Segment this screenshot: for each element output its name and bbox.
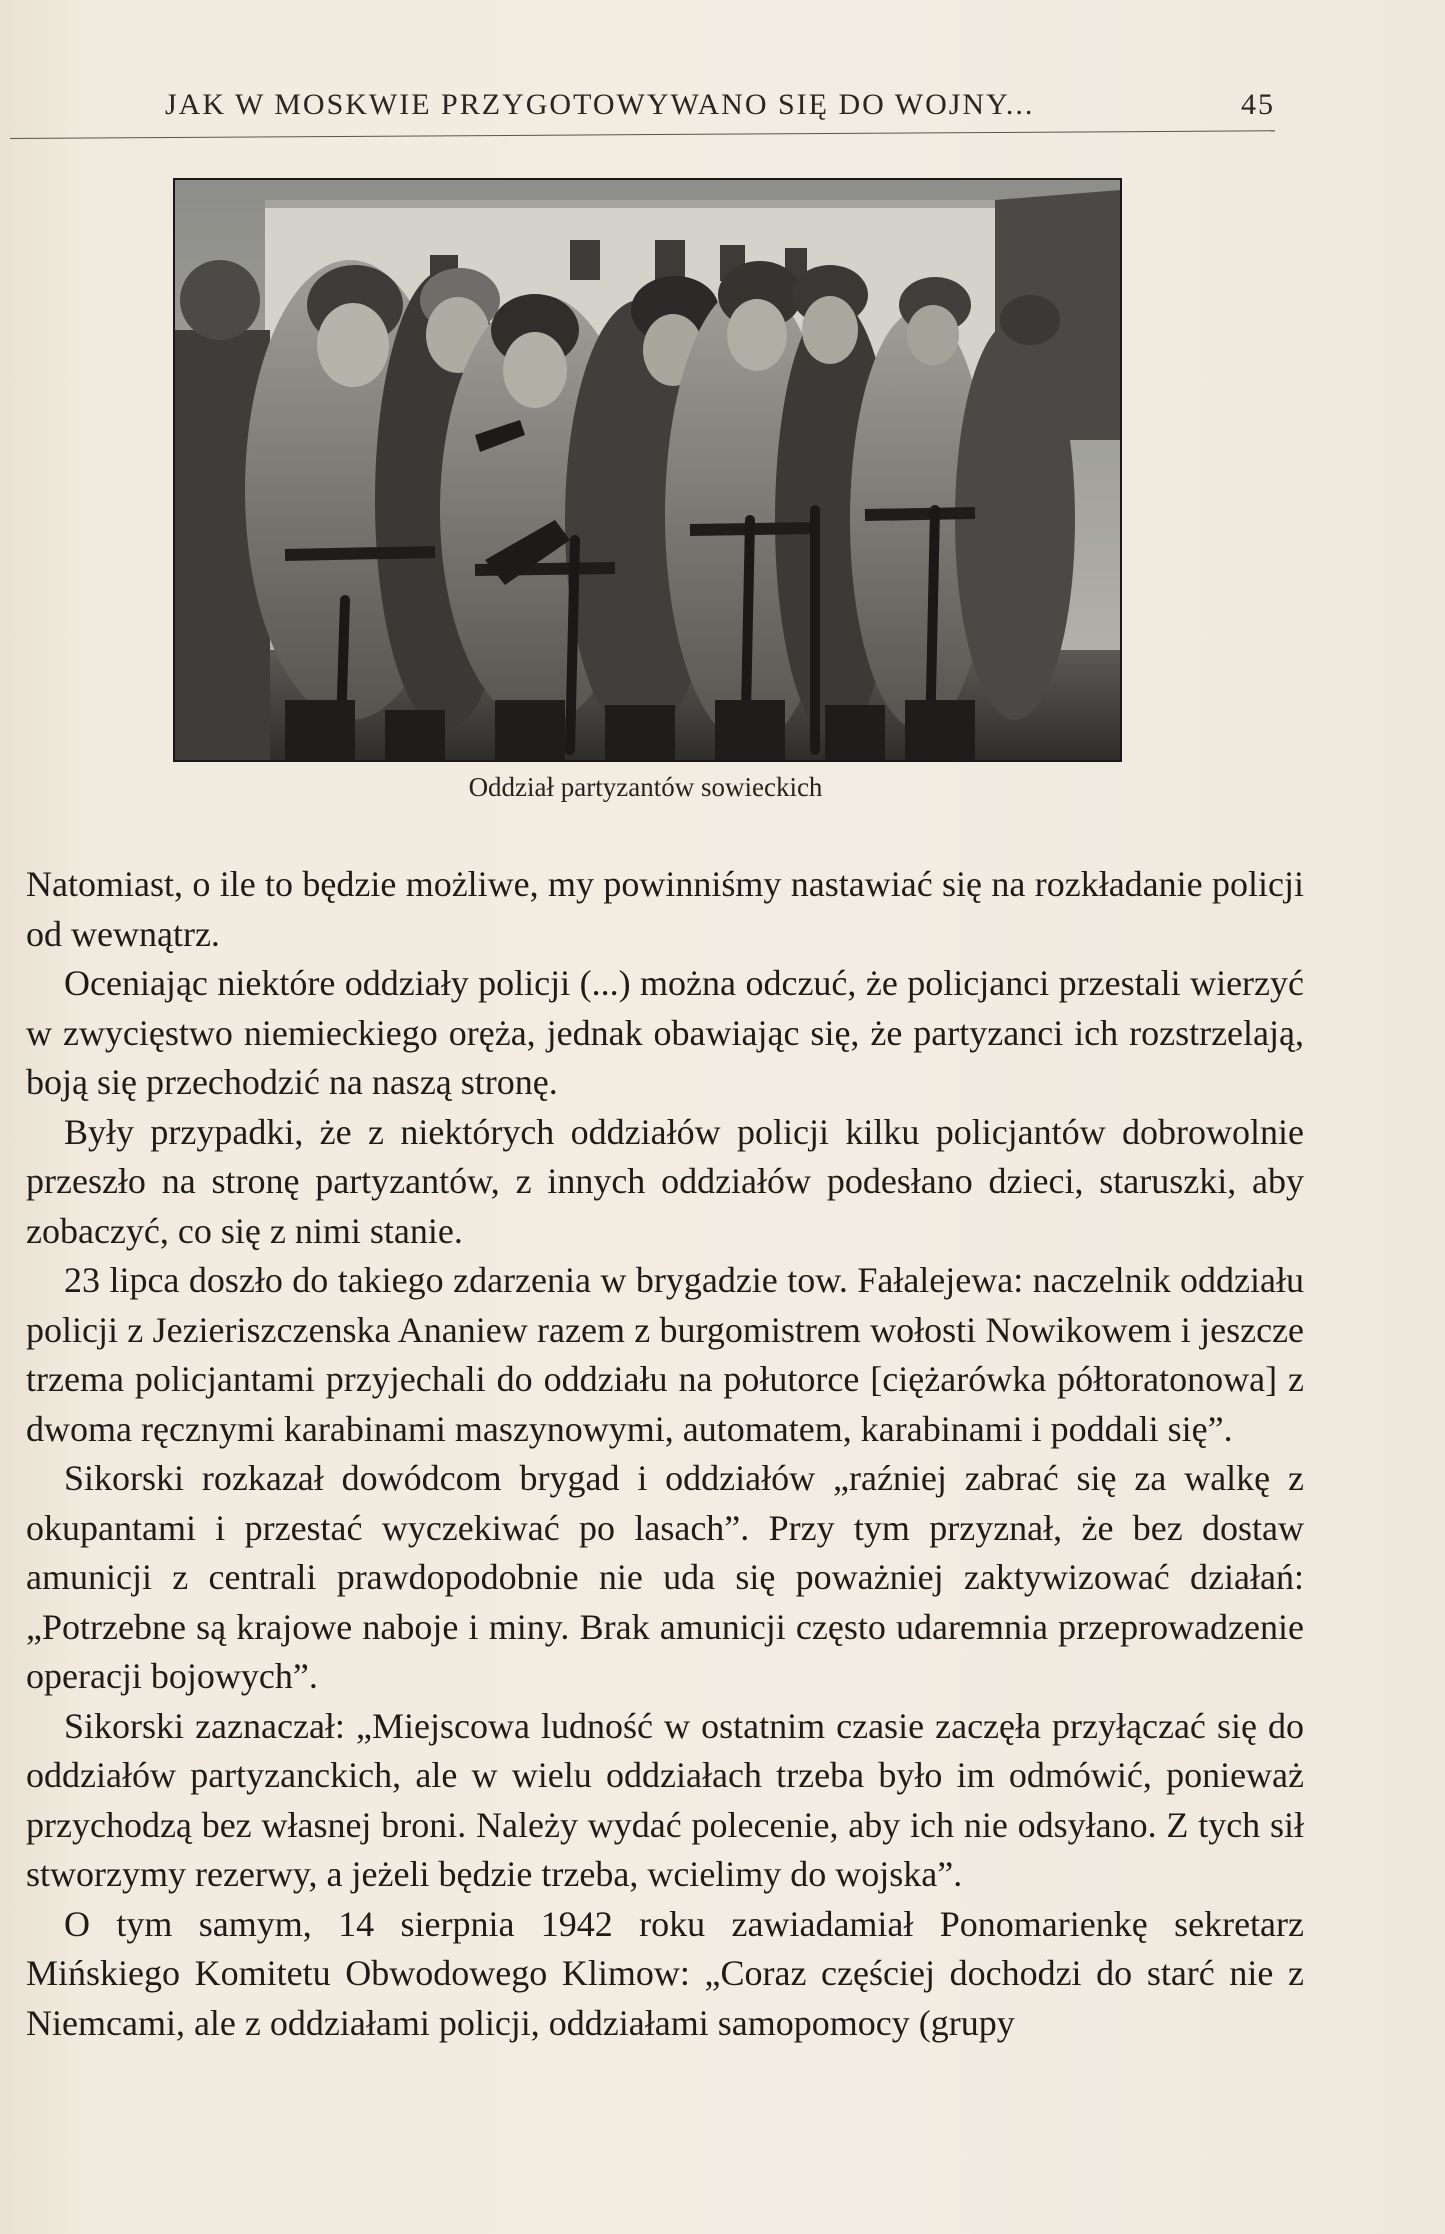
- header-rule: [10, 130, 1275, 139]
- paragraph: Sikorski rozkazał dowódcom brygad i oddziałów „raźniej zabrać się za walkę z okupantami i przestać wyczekiwać po lasach”. Przy tym przyznał, że bez dostaw amunicji z centrali prawdopodobnie nie uda się poważniej zaktywizować działań: „Potrzebne są krajowe naboje i miny. Brak amunicji często udaremnia przeprowadzenie operacji bojowych”.: [26, 1458, 1304, 1696]
- paragraph: Oceniając niektóre oddziały policji (...) można odczuć, że policjanci przestali wierzyć w zwycięstwo niemieckiego oręża, jednak obawiając się, że partyzanci ich rozstrzelają, boją się przechodzić na naszą stronę.: [26, 963, 1304, 1102]
- page-number: 45: [1241, 88, 1275, 121]
- paragraph: Były przypadki, że z niektórych oddziałów policji kilku policjantów dobrowolnie przeszło na stronę partyzantów, z innych oddziałów podesłano dzieci, staruszki, aby zobaczyć, co się z nimi stanie.: [26, 1111, 1304, 1251]
- figure-caption: Oddział partyzantów sowieckich: [468, 772, 823, 802]
- photo-soviet-partisans: [173, 178, 1122, 762]
- body-text: [26, 860, 1304, 2048]
- running-head-title: JAK W MOSKWIE PRZYGOTOWYWANO SIĘ DO WOJNY...: [165, 88, 1035, 121]
- paragraph: 23 lipca doszło do takiego zdarzenia w brygadzie tow. Fałalejewa: naczelnik oddziału policji z Jezieriszczenska Ananiew razem z burgomistrem wołosti Nowikowem i jeszcze trzema policjantami przyjechali do oddziału na połutorce [ciężarówka półtoratonowa] z dwoma ręcznymi karabinami maszynowymi, automatem, karabinami i poddali się”.: [26, 1260, 1304, 1449]
- running-head: [165, 88, 1275, 122]
- paragraph: Natomiast, o ile to będzie możliwe, my powinniśmy nastawiać się na rozkładanie policji od wewnątrz.: [26, 864, 1304, 954]
- paragraph: Sikorski zaznaczał: „Miejscowa ludność w ostatnim czasie zaczęła przyłączać się do oddziałów partyzanckich, ale w wielu oddziałach trzeba było im odmówić, ponieważ przychodzą bez własnej broni. Należy wydać polecenie, aby ich nie odsyłano. Z tych sił stworzymy rezerwy, a jeżeli będzie trzeba, wcielimy do wojska”.: [26, 1705, 1304, 1894]
- paragraph: O tym samym, 14 sierpnia 1942 roku zawiadamiał Ponomarienkę sekretarz Mińskiego Komitetu Obwodowego Klimow: „Coraz częściej dochodzi do starć nie z Niemcami, ale z oddziałami policji, oddziałami samopomocy (grupy: [26, 1903, 1304, 2043]
